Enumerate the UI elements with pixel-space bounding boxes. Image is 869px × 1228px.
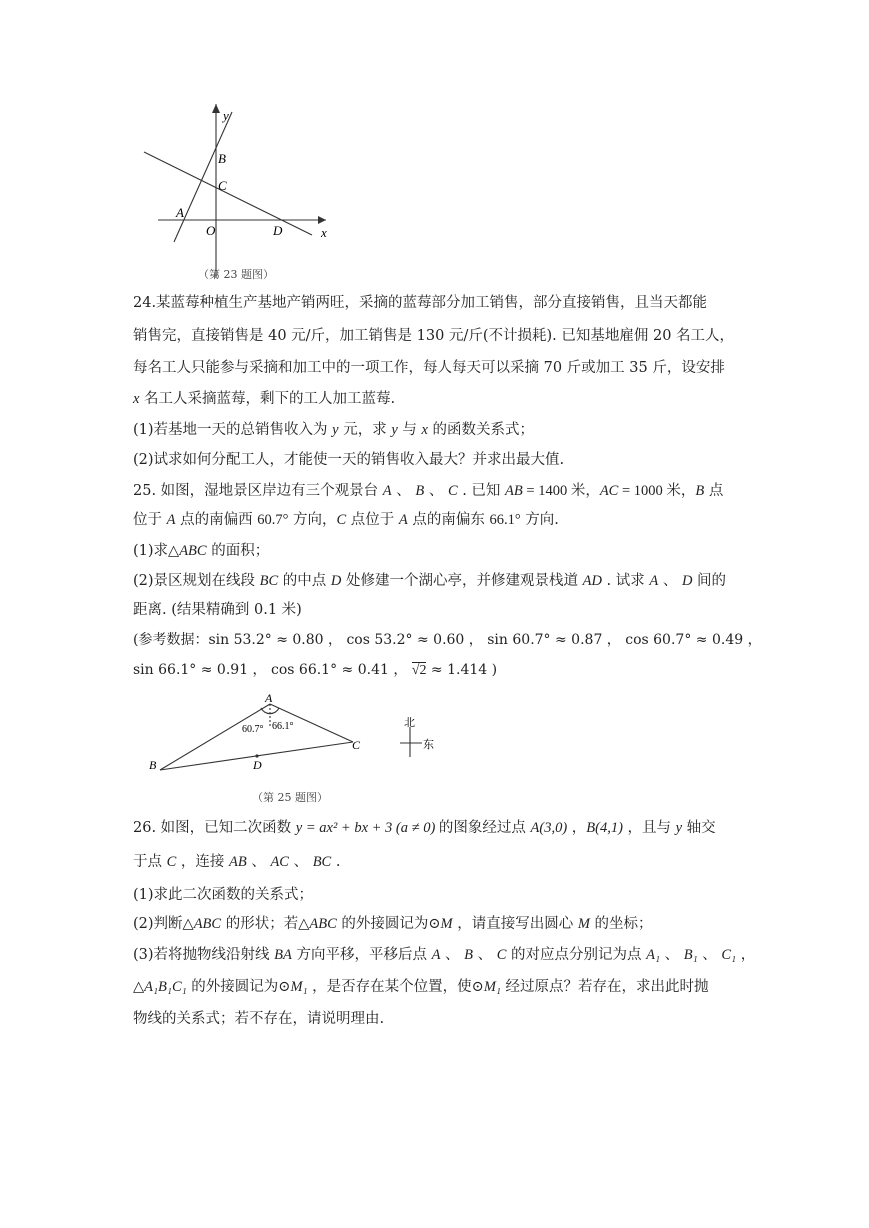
var-c1: C₁ — [721, 947, 737, 963]
text: 点的南偏东 — [407, 512, 490, 528]
text: . 试求 — [601, 573, 650, 589]
q26-part3-line2 — [133, 977, 709, 997]
compass-north: 北 — [404, 717, 415, 729]
var-ac: AC — [599, 483, 619, 499]
label-b: B — [149, 758, 157, 772]
sep: 、 — [660, 947, 684, 963]
text: 25. 如图，湿地景区岸边有三个观景台 — [133, 483, 383, 499]
var-y: y — [332, 422, 339, 438]
var-c: C — [336, 512, 347, 528]
text: 点 — [704, 483, 724, 499]
var-x: x — [421, 422, 428, 438]
label-o: O — [206, 223, 216, 238]
sep: ， — [736, 947, 756, 963]
q24-part1 — [133, 420, 534, 440]
text: 点位于 — [346, 512, 399, 528]
text: 的外接圆记为⊙ — [336, 916, 441, 932]
text: . 已知 — [457, 483, 506, 499]
var-a: A — [382, 483, 392, 499]
text: 的坐标； — [589, 916, 653, 932]
q26-part2 — [133, 914, 653, 934]
label-c: C — [352, 738, 361, 752]
var-abc: ABC — [309, 916, 337, 932]
text: (2)判断△ — [133, 916, 194, 932]
var-bc: BC — [259, 573, 279, 589]
text: ≈ 1.414 ) — [426, 662, 498, 678]
var-ab: AB — [505, 483, 523, 499]
q24-p1-text-e: 与 — [397, 422, 422, 438]
q24-part2: (2)试求如何分配工人，才能使一天的销售收入最大？并求出最大值. — [133, 452, 565, 468]
text: ，连接 — [176, 854, 229, 870]
q24-p1-text-g: 的函数关系式； — [427, 422, 535, 438]
x-arrow — [318, 216, 326, 224]
var-ad: AD — [582, 573, 602, 589]
text: ，请直接写出圆心 — [452, 916, 578, 932]
line-cd — [144, 152, 312, 235]
figure-25-caption: （第 25 题图） — [252, 791, 328, 804]
q24-line3: 每名工人只能参与采摘和加工中的一项工作，每人每天可以采摘 70 斤或加工 35 斤，设安排 — [133, 360, 725, 376]
text: (2)景区规划在线段 — [133, 573, 260, 589]
var-a: A — [649, 573, 659, 589]
text: 位于 — [133, 512, 167, 528]
var-a1b1c1: A₁B₁C₁ — [144, 979, 187, 995]
point-a: A(3,0) — [530, 820, 568, 836]
q25-part2-cont: 距离. (结果精确到 0.1 米) — [133, 602, 302, 618]
q26-part3-line3: 物线的关系式；若不存在，请说明理由. — [133, 1011, 385, 1027]
var-m1: M₁ — [290, 979, 308, 995]
label-y: y — [223, 108, 229, 123]
q26-line2 — [133, 852, 340, 872]
text: 方向平移，平移后点 — [291, 947, 432, 963]
var-a1: A₁ — [646, 947, 661, 963]
text: 轴交 — [682, 820, 716, 836]
q24-line1: 24.某蓝莓种植生产基地产销两旺，采摘的蓝莓部分加工销售，部分直接销售，且当天都能 — [133, 295, 708, 311]
var-b: B — [464, 947, 474, 963]
sqrt-2: √2 — [411, 663, 427, 678]
angle-value: 60.7° — [257, 512, 289, 528]
q26-line1 — [133, 818, 716, 838]
label-c: C — [218, 178, 227, 193]
text: (1)求△ — [133, 543, 180, 559]
q24-p1-text-c: 元，求 — [338, 422, 392, 438]
var-b1: B₁ — [683, 947, 698, 963]
text: ，且与 — [622, 820, 676, 836]
sep: 、 — [658, 573, 682, 589]
var-a: A — [431, 947, 441, 963]
var-d: D — [681, 573, 693, 589]
text: 方向， — [288, 512, 337, 528]
angle-label-1: 60.7° — [242, 724, 264, 735]
var-m1: M₁ — [483, 979, 501, 995]
label-a: A — [176, 205, 184, 220]
text: 点的南偏西 — [175, 512, 258, 528]
sep: ， — [567, 820, 587, 836]
text: 方向. — [520, 512, 559, 528]
q24-p1-text-a: (1)若基地一天的总销售收入为 — [133, 422, 333, 438]
condition: (a ≠ 0) — [392, 820, 439, 836]
q24-line4 — [133, 389, 395, 409]
figure-23 — [140, 100, 340, 285]
figure-23-caption: （第 23 题图） — [198, 268, 274, 281]
var-a: A — [398, 512, 408, 528]
var-y: y — [675, 820, 683, 836]
q25-line1 — [133, 481, 723, 501]
var-m: M — [440, 916, 453, 932]
label-a: A — [265, 691, 273, 705]
point-b: B(4,1) — [586, 820, 623, 836]
var-ba: BA — [274, 947, 292, 963]
q25-line2 — [133, 510, 559, 530]
sep: 、 — [473, 947, 497, 963]
var-abc: ABC — [179, 543, 207, 559]
sep: 、 — [697, 947, 722, 963]
sep: 、 — [424, 483, 448, 499]
var-b: B — [695, 483, 705, 499]
sep: 、 — [440, 947, 465, 963]
var-x: x — [133, 391, 140, 407]
text: (3)若将抛物线沿射线 — [133, 947, 275, 963]
compass-east: 东 — [423, 739, 434, 751]
angle-value: 66.1° — [489, 512, 521, 528]
q25-part2 — [133, 571, 726, 591]
text: = 1000 米， — [618, 483, 696, 499]
text: 处修建一个湖心亭，并修建观景栈道 — [341, 573, 583, 589]
q26-part1: (1)求此二次函数的关系式； — [133, 887, 314, 903]
var-a: A — [166, 512, 176, 528]
var-ac: AC — [270, 854, 289, 870]
var-ab: AB — [229, 854, 247, 870]
text: 的对应点分别记为点 — [506, 947, 647, 963]
var-y: y — [391, 422, 398, 438]
text: 26. 如图，已知二次函数 — [133, 820, 296, 836]
text: 间的 — [692, 573, 727, 589]
text: 的外接圆记为⊙ — [186, 979, 291, 995]
text: sin 66.1° ≈ 0.91 ， cos 66.1° ≈ 0.41 ， — [133, 662, 412, 678]
var-c: C — [447, 483, 458, 499]
var-c: C — [166, 854, 177, 870]
q25-reference-1: (参考数据：sin 53.2° ≈ 0.80 ， cos 53.2° ≈ 0.60 ， sin 60.7° ≈ 0.87 ， cos 60.7° ≈ 0.49 ， — [133, 632, 762, 648]
figure-25 — [145, 690, 445, 782]
label-x: x — [321, 225, 327, 240]
text: 的中点 — [278, 573, 331, 589]
var-c: C — [496, 947, 507, 963]
q26-part3 — [133, 945, 755, 965]
text: 经过原点？若存在，求出此时抛 — [500, 979, 709, 995]
label-d: D — [253, 758, 262, 772]
q25-part1 — [133, 541, 269, 561]
q24-line4-text: 名工人采摘蓝莓，剩下的工人加工蓝莓. — [139, 391, 396, 407]
line-ab — [174, 112, 232, 242]
sep: 、 — [391, 483, 416, 499]
angle-label-2: 66.1° — [272, 721, 294, 732]
text: 的形状；若△ — [221, 916, 310, 932]
label-b: B — [218, 151, 226, 166]
var-m: M — [577, 916, 590, 932]
var-abc: ABC — [193, 916, 222, 932]
text: 的图象经过点 — [438, 820, 531, 836]
var-bc: BC — [312, 854, 332, 870]
text: 的面积； — [206, 543, 270, 559]
label-d: D — [273, 223, 283, 238]
text: . — [331, 854, 341, 870]
var-d: D — [330, 573, 342, 589]
y-arrow — [212, 104, 220, 113]
text: △ — [133, 979, 145, 995]
q24-line2: 销售完，直接销售是 40 元/斤，加工销售是 130 元/斤(不计损耗). 已知基地雇佣 20 名工人， — [133, 328, 735, 344]
sep: 、 — [246, 854, 271, 870]
text: = 1400 米， — [522, 483, 600, 499]
q25-reference-2 — [133, 660, 497, 681]
var-b: B — [415, 483, 425, 499]
function: y = ax² + bx + 3 — [295, 820, 393, 836]
text: ，是否存在某个位置，使⊙ — [307, 979, 484, 995]
text: 于点 — [133, 854, 167, 870]
sep: 、 — [288, 854, 313, 870]
